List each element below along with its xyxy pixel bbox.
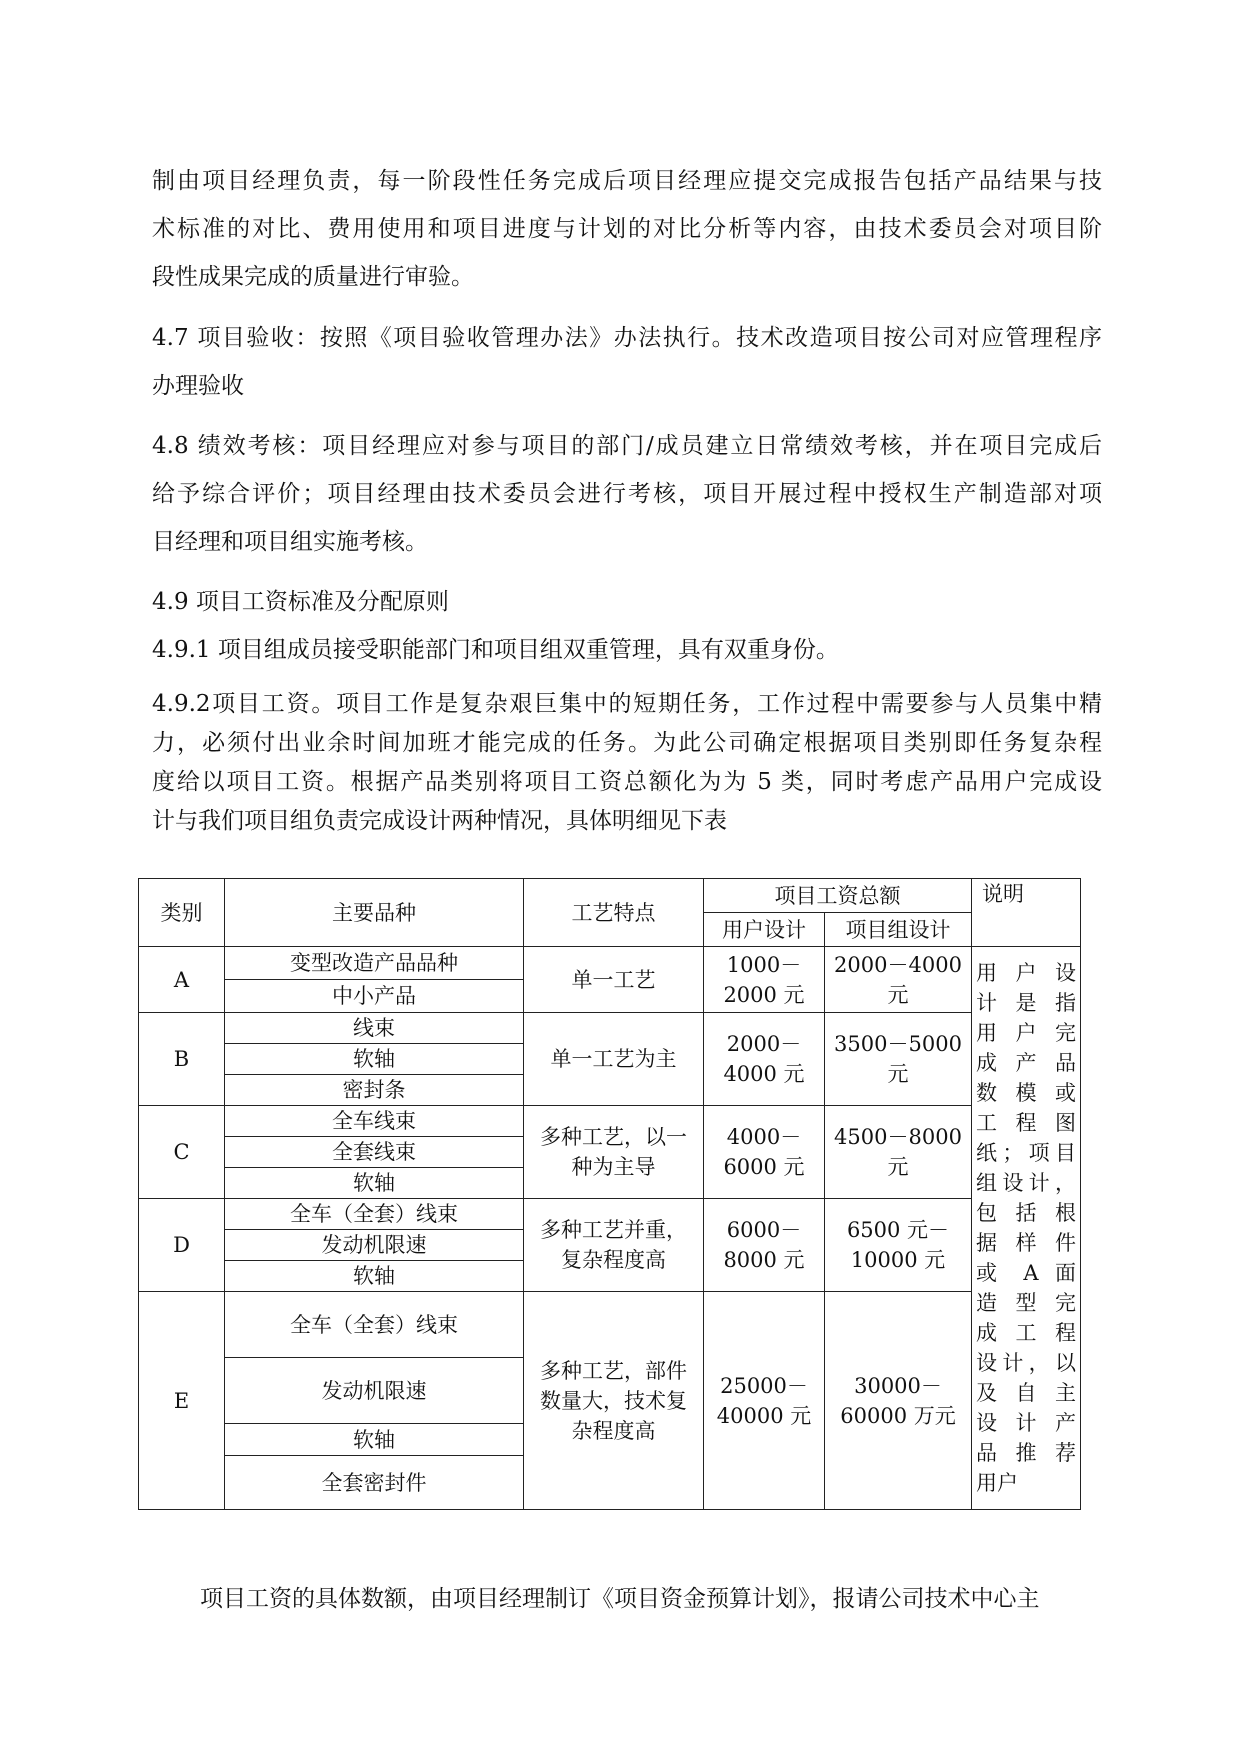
product-cell: 线束: [225, 1013, 524, 1044]
header-team-design: 项目组设计: [825, 913, 972, 947]
text-line: 术标准的对比、费用使用和项目进度与计划的对比分析等内容，由技术委员会对项目阶: [152, 216, 1102, 242]
table-row: [139, 947, 1081, 980]
team-design-wage: [825, 947, 972, 1013]
process-line: 复杂程度高: [561, 1248, 666, 1272]
header-process: 工艺特点: [524, 879, 704, 947]
wage-line: 元: [887, 1155, 909, 1179]
process-line: 多种工艺并重，: [540, 1218, 687, 1242]
note-line: 包括根: [976, 1201, 1076, 1225]
product-cell: 全车线束: [225, 1106, 524, 1137]
header-total-wage: 项目工资总额: [704, 879, 972, 913]
wage-line: 30000－: [854, 1373, 942, 1398]
table-row: [139, 1199, 1081, 1230]
wage-line: 元: [887, 982, 909, 1007]
process-cell: [524, 1013, 704, 1106]
process-cell: [524, 1106, 704, 1199]
header-note: 说明: [972, 879, 1081, 947]
category-cell: E: [139, 1292, 225, 1510]
category-cell: D: [139, 1199, 225, 1292]
note-line: 造型完: [976, 1291, 1076, 1315]
text-line: 目经理和项目组实施考核。: [152, 529, 428, 555]
note-line: 用户完: [976, 1021, 1076, 1045]
process-line: 多种工艺，部件: [540, 1358, 687, 1383]
product-cell: 软轴: [225, 1168, 524, 1199]
note-line: 数模或: [976, 1081, 1076, 1105]
wage-line: 40000 元: [716, 1403, 812, 1428]
wage-line: 4500－8000: [834, 1125, 962, 1149]
text-line: 4.8 绩效考核：项目经理应对参与项目的部门/成员建立日常绩效考核，并在项目完成后: [152, 433, 1102, 459]
team-design-wage: [825, 1199, 972, 1292]
category-cell: B: [139, 1013, 225, 1106]
project-wage-table: [138, 878, 1081, 1510]
text-line: 4.7 项目验收：按照《项目验收管理办法》办法执行。技术改造项目按公司对应管理程序: [152, 325, 1102, 351]
paragraph-4-9-1-dual-management: [152, 634, 1102, 667]
text-line: 计与我们项目组负责完成设计两种情况，具体明细见下表: [152, 808, 727, 834]
table-row: [139, 1106, 1081, 1137]
note-line: 成工程: [976, 1321, 1076, 1345]
header-category: 类别: [139, 879, 225, 947]
wage-line: 6000－: [726, 1218, 802, 1242]
user-design-wage: [704, 1106, 825, 1199]
table-row: [139, 1013, 1081, 1044]
note-cell: [972, 947, 1081, 1510]
paragraph-4-7-acceptance: [152, 322, 1102, 403]
table-row: [139, 1292, 1081, 1358]
closing-paragraph: 项目工资的具体数额，由项目经理制订《项目资金预算计划》，报请公司技术中心主: [200, 1586, 1040, 1612]
paragraph-4-9-2-project-wage: [152, 688, 1102, 838]
team-design-wage: [825, 1013, 972, 1106]
wage-line: 4000－: [726, 1125, 802, 1149]
wage-line: 10000 元: [850, 1248, 946, 1272]
note-line: 设计产: [976, 1411, 1076, 1435]
process-line: 单一工艺: [571, 967, 656, 992]
note-line: 成产品: [976, 1051, 1076, 1075]
category-cell: C: [139, 1106, 225, 1199]
team-design-wage: [825, 1106, 972, 1199]
wage-line: 2000－: [726, 1032, 802, 1056]
note-line: 用户: [976, 1471, 1018, 1495]
product-cell: 全套线束: [225, 1137, 524, 1168]
text-line: 制由项目经理负责，每一阶段性任务完成后项目经理应提交完成报告包括产品结果与技: [152, 168, 1102, 194]
note-line: 工程图: [976, 1111, 1076, 1135]
note-line: 或 A 面: [976, 1261, 1076, 1285]
text-line: 4.9.2项目工资。项目工作是复杂艰巨集中的短期任务，工作过程中需要参与人员集中精: [152, 691, 1102, 717]
note-line: 用户设: [976, 961, 1076, 985]
process-line: 杂程度高: [571, 1418, 656, 1443]
user-design-wage: [704, 1292, 825, 1510]
wage-line: 8000 元: [723, 1248, 805, 1272]
product-cell: 发动机限速: [225, 1230, 524, 1261]
note-line: 纸；项目: [976, 1141, 1076, 1165]
note-line: 设计，以: [976, 1351, 1076, 1375]
product-cell: 全车（全套）线束: [225, 1292, 524, 1358]
user-design-wage: [704, 1013, 825, 1106]
text-line: 给予综合评价；项目经理由技术委员会进行考核，项目开展过程中授权生产制造部对项: [152, 481, 1102, 507]
process-cell: [524, 947, 704, 1013]
product-cell: 变型改造产品品种: [225, 947, 524, 980]
note-line: 计是指: [976, 991, 1076, 1015]
product-cell: 软轴: [225, 1044, 524, 1075]
process-line: 种为主导: [571, 1155, 656, 1179]
team-design-wage: [825, 1292, 972, 1510]
wage-line: 60000 万元: [840, 1403, 956, 1428]
text-line: 度给以项目工资。根据产品类别将项目工资总额化为为 5 类，同时考虑产品用户完成设: [152, 769, 1102, 795]
wage-line: 2000 元: [723, 982, 805, 1007]
product-cell: 软轴: [225, 1261, 524, 1292]
process-cell: [524, 1292, 704, 1510]
wage-line: 25000－: [720, 1373, 808, 1398]
product-cell: 发动机限速: [225, 1358, 524, 1424]
wage-line: 6000 元: [723, 1155, 805, 1179]
wage-line: 6500 元－: [846, 1218, 950, 1242]
header-products: 主要品种: [225, 879, 524, 947]
note-line: 品推荐: [976, 1441, 1076, 1465]
category-cell: A: [139, 947, 225, 1013]
process-line: 单一工艺为主: [550, 1047, 677, 1071]
wage-line: 1000－: [726, 952, 802, 977]
process-line: 数量大，技术复: [540, 1388, 687, 1413]
wage-line: 3500－5000: [834, 1032, 962, 1056]
wage-line: 元: [887, 1062, 909, 1086]
note-line: 组设计，: [976, 1171, 1076, 1195]
user-design-wage: [704, 947, 825, 1013]
product-cell: 全套密封件: [225, 1456, 524, 1510]
text-line: 4.9 项目工资标准及分配原则: [152, 589, 449, 615]
text-line: 办理验收: [152, 373, 244, 399]
product-cell: 软轴: [225, 1424, 524, 1456]
paragraph-4-8-performance: [152, 430, 1102, 559]
product-cell: 密封条: [225, 1075, 524, 1106]
product-cell: 全车（全套）线束: [225, 1199, 524, 1230]
paragraph-stage-review: [152, 165, 1102, 294]
text-line: 段性成果完成的质量进行审验。: [152, 264, 474, 290]
process-line: 多种工艺，以一: [540, 1125, 687, 1149]
user-design-wage: [704, 1199, 825, 1292]
wage-line: 2000－4000: [834, 952, 962, 977]
wage-line: 4000 元: [723, 1062, 805, 1086]
note-line: 据样件: [976, 1231, 1076, 1255]
process-cell: [524, 1199, 704, 1292]
text-line: 力，必须付出业余时间加班才能完成的任务。为此公司确定根据项目类别即任务复杂程: [152, 730, 1102, 756]
header-user-design: 用户设计: [704, 913, 825, 947]
product-cell: 中小产品: [225, 980, 524, 1013]
heading-4-9-wage-standard: [152, 586, 1102, 619]
text-line: 4.9.1 项目组成员接受职能部门和项目组双重管理，具有双重身份。: [152, 637, 839, 663]
note-line: 及自主: [976, 1381, 1076, 1405]
